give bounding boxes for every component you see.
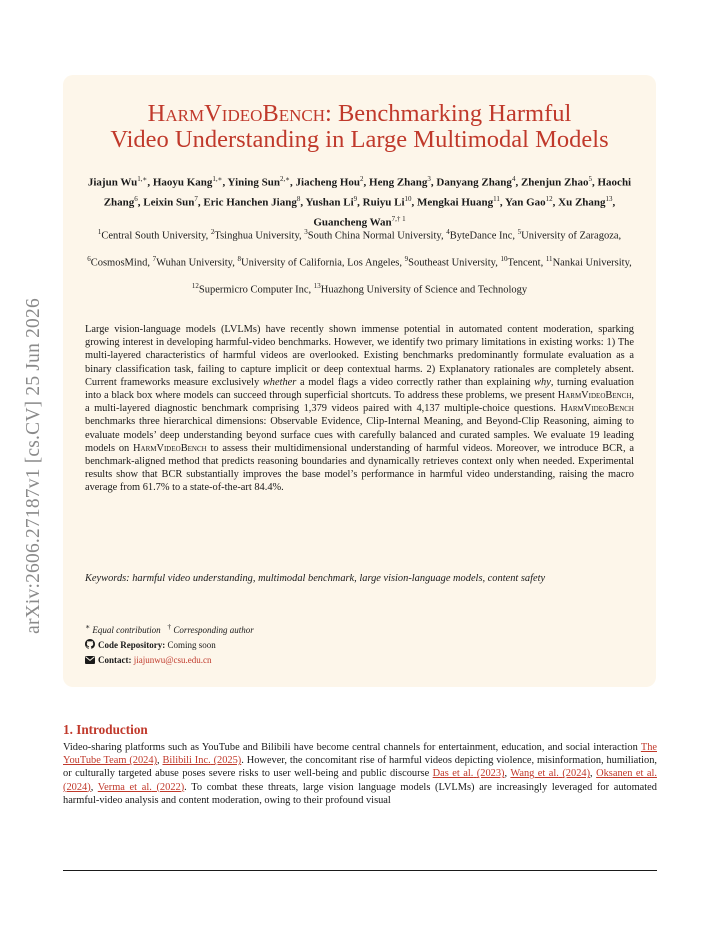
equal-contribution-note: Equal contribution: [92, 625, 161, 635]
author-affiliation-mark: 13: [605, 195, 613, 204]
repo-label: Code Repository:: [98, 639, 166, 650]
citation-link[interactable]: Verma et al. (2022): [97, 781, 185, 793]
author-name: Danyang Zhang: [436, 176, 512, 189]
code-repository: [85, 638, 254, 654]
repo-value: Coming soon: [167, 639, 216, 650]
author-name: Guancheng Wan: [313, 216, 392, 229]
author-name: Zhenjun Zhao: [520, 176, 589, 189]
author-affiliation-mark: 12: [545, 195, 553, 204]
body-text: Video-sharing platforms such as YouTube and Bilibili have become central channels for entertainment, education, and social interaction: [63, 742, 641, 753]
affiliation-mark: 9: [404, 254, 409, 263]
arxiv-identifier: arXiv:2606.27187v1 [cs.CV] 25 Jun 2026: [23, 297, 45, 634]
contact-label: Contact:: [98, 655, 132, 665]
affiliation-mark: 2: [210, 228, 215, 236]
author-affiliation-mark: 4: [511, 175, 516, 183]
abstract-emphasis: whether: [262, 376, 297, 388]
abstract-text: benchmarks three hierarchical dimensions: Observable Evidence, Clip-Internal Meaning, and Beyond-Clip Reasoning, aiming to evaluate models’ deep understanding beyond surface cues with carefully balanced and curated samples. We evaluate 19 leading models on: [85, 416, 634, 454]
envelope-icon: [85, 654, 95, 669]
author-name: Jiacheng Hou: [295, 176, 361, 189]
author-affiliation-mark: 9: [353, 195, 358, 204]
affiliation-name: University of Zaragoza: [521, 230, 619, 242]
abstract: [85, 323, 634, 495]
author-name: Eric Hanchen Jiang: [203, 196, 297, 209]
author-name: Yining Sun: [227, 176, 281, 189]
affiliation-name: Huazhong University of Science and Technology: [320, 284, 528, 296]
author-name: Yan Gao: [505, 196, 546, 209]
author-affiliation-mark: 5: [588, 175, 592, 183]
affiliation-name: Nankai University: [552, 257, 630, 269]
affiliation-mark: 3: [304, 228, 308, 236]
affiliation-name: University of California, Los Angeles,: [241, 257, 402, 269]
author-affiliation-mark: 2,∗: [280, 175, 291, 183]
author-name: Mengkai Huang: [417, 196, 494, 209]
benchmark-name: HarmVideoBench: [133, 442, 207, 454]
footnote-mark: ∗: [85, 622, 91, 631]
keywords: Keywords: harmful video understanding, multimodal benchmark, large vision-language models, content safety: [85, 573, 546, 584]
title-line1-rest: : Benchmarking Harmful: [325, 100, 572, 127]
body-text: . However, the concomitant rise of harmful videos depicting violence, misinformation, humiliation, or culturally targeted abuse poses severe risks to user well-being and public discourse: [63, 755, 657, 780]
author-name: Leixin Sun: [143, 196, 195, 209]
author-affiliation-mark: 8: [296, 195, 301, 204]
citation-link[interactable]: Das et al. (2023): [432, 768, 505, 780]
footnotes: [85, 620, 254, 669]
affiliation-mark: 6: [87, 254, 91, 263]
abstract-emphasis: why: [534, 376, 551, 388]
author-list: Jiajun $Wu^{1,∗}$, Haoyu Kang$^{1,∗}$, Yining Sun$^{2,∗}$, Jiacheng Hou$^2$, Heng Zhang$^3$, Danyang Zhang$^4$, Zhenjun Zhao$^5$, Haochi Zhang$^6$, Leixin Sun$^7$, Eric Hanchen Jiang$^8$, Yushan Li$^9$, Ruiyu Li$^{10}$, Mengkai Huang$^{11}$, Yan Gao$^{12}$, Xu Zhang$^{13}$, Guancheng Wan$^{7,\dagger 1}$: [87, 175, 632, 229]
paper-title: [63, 101, 656, 153]
affiliation-mark: 13: [313, 281, 321, 290]
body-text: . To combat these threats, large vision language models (LVLMs) are increasingly leveraged for automated harmful-video analysis and content moderation, owing to their profound visual: [63, 781, 657, 806]
contact-line: [85, 653, 254, 669]
benchmark-name: HarmVideoBench: [147, 100, 326, 127]
author-name: Yushan Li: [305, 196, 354, 209]
affiliation-name: ByteDance Inc,: [449, 230, 516, 242]
affiliation-mark: 5: [517, 228, 522, 236]
affiliation-name: South China Normal University: [307, 230, 441, 242]
affiliation-mark: 11: [545, 254, 553, 263]
affiliation-name: Tsinghua University: [214, 230, 300, 242]
section-heading-introduction: 1. Introduction: [63, 722, 148, 737]
github-icon: [85, 639, 95, 654]
abstract-text: Large vision-language models (LVLMs) have recently shown immense potential in automated content moderation, sparking growing interest in developing harmful-video benchmarks. However, we identify two primary limitations in existing works: 1) The multi-layered characteristics of harmful videos are overlooked. Existing benchmarks predominantly formulate evaluation as a binary classification task, failing to capture implicit or deep contextual harms. 2) Explanatory rationales are completely absent. Current frameworks measure exclusively: [85, 324, 634, 388]
author-affiliation-mark: 6: [134, 195, 138, 204]
citation-link[interactable]: Oksanen et al. (2024): [63, 768, 657, 793]
affiliation-mark: 10: [500, 254, 508, 263]
author-affiliation-mark: 7: [194, 195, 198, 204]
affiliation-mark: 1: [97, 228, 102, 236]
citation-link[interactable]: Bilibili Inc. (2025): [162, 755, 242, 767]
affiliation-name: CosmosMind: [90, 257, 148, 269]
affiliation-name: Central South University: [101, 230, 206, 242]
affiliation-mark: 4: [446, 228, 450, 236]
author-name: Haoyu Kang: [152, 176, 213, 189]
abstract-text: to assess their multidimensional understanding of harmful videos. Moreover, we introduce BCR, a benchmark-aligned method that predicts reasoning boundaries and dynamically retrieves context only when needed. Experimental results show that BCR substantially improves the base model’s performance in harmful video understanding, raising the macro average from 61.7% to a state-of-the-art 84.4%.: [85, 442, 634, 494]
title-line2: Video Understanding in Large Multimodal Models: [110, 126, 609, 153]
introduction-paragraph: Video-sharing platforms such as YouTube and Bilibili have become central channels for entertainment, education, and social interaction The YouTube Team (2024), Bilibili Inc. (2025). However, the concomitant rise of harmful videos depicting violence, misinformation, humiliation, or culturally targeted abuse poses severe risks to user well-being and public discourse Das et al. (2023), Wang et al. (2024), Oksanen et al. (2024), Verma et al. (2022). To combat these threats, large vision language models (LVLMs) are increasingly leveraged for automated harmful-video analysis and content moderation, owing to their profound visual: [63, 742, 657, 806]
author-name: Jiajun Wu: [87, 176, 138, 189]
contact-email-link[interactable]: jiajunwu@csu.edu.cn: [133, 655, 212, 665]
arxiv-sidebar: [16, 258, 52, 673]
page-rule: [63, 870, 657, 871]
author-affiliation-mark: 7,† 1: [391, 215, 406, 224]
corresponding-author-note: Corresponding author: [173, 625, 254, 635]
title-abstract-card: [63, 75, 656, 687]
affiliation-name: Wuhan University: [156, 257, 233, 269]
affiliation-name: Tencent: [507, 257, 541, 269]
author-name: Haochi Zhang: [103, 176, 632, 209]
author-affiliation-mark: 1,∗: [137, 175, 148, 183]
author-name: Xu Zhang: [558, 196, 606, 209]
affiliation-list: $^1$Central South University, $^2$Tsinghua University, $^3$South China Normal University, $^4$ByteDance Inc, $^5$University of Zaragoza, $^6$CosmosMind, $^7$Wuhan University, $^8$University of California, Los Angeles, $^9$Southeast University, $^{10}$Tencent, $^{11}$Nankai University, $^{12}$Supermicro Computer Inc, $^{13}$Huazhong University of Science and Technology: [87, 228, 632, 296]
abstract-text: , a multi-layered diagnostic benchmark comprising 1,379 videos paired with 4,137 multiple-choice questions.: [85, 390, 634, 415]
affiliation-mark: 12: [191, 281, 199, 290]
author-affiliation-mark: 10: [404, 195, 412, 204]
author-name: Heng Zhang: [369, 176, 428, 189]
contribution-note: [85, 620, 254, 638]
footnote-mark: †: [167, 622, 172, 631]
author-affiliation-mark: 1,∗: [212, 175, 223, 183]
author-name: Ruiyu Li: [362, 196, 405, 209]
author-affiliation-mark: 11: [493, 195, 500, 204]
benchmark-name: HarmVideoBench: [560, 403, 634, 415]
citation-link[interactable]: The YouTube Team (2024): [63, 742, 657, 767]
author-affiliation-mark: 3: [427, 175, 431, 183]
abstract-text: , turning evaluation into a black box where models can succeed through superficial shortcuts. To address these problems, we present: [85, 376, 634, 402]
affiliation-mark: 7: [152, 254, 157, 263]
benchmark-name: HarmVideoBench: [557, 390, 632, 402]
affiliation-name: Supermicro Computer Inc: [198, 284, 309, 296]
affiliation-name: Southeast University: [408, 257, 496, 269]
abstract-text: a model flags a video correctly rather than explaining: [296, 376, 535, 388]
affiliation-mark: 8: [237, 254, 241, 263]
author-affiliation-mark: 2: [360, 175, 364, 183]
citation-link[interactable]: Wang et al. (2024): [510, 768, 591, 780]
